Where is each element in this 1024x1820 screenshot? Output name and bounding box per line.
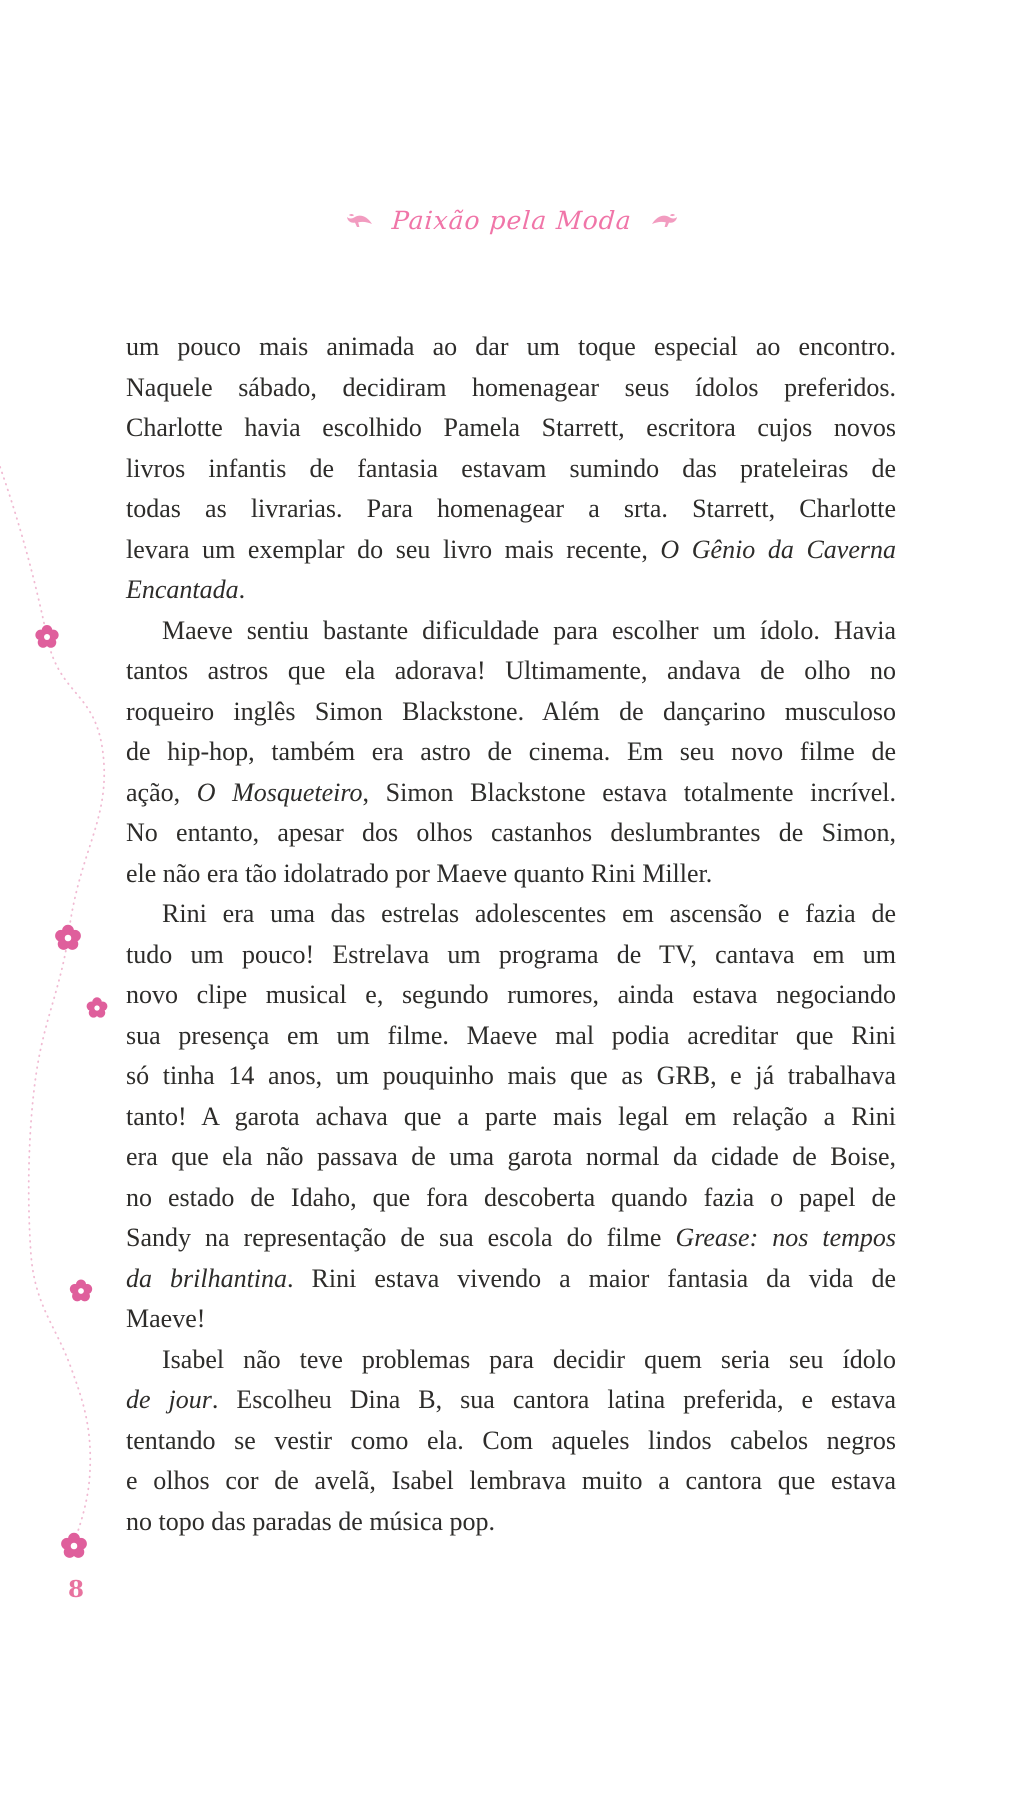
text-line: um pouco mais animada ao dar um toque especial ao encontro. xyxy=(126,332,896,361)
paragraph xyxy=(126,327,896,611)
text-line: todas as livrarias. Para homenagear a srta. Starrett, Charlotte xyxy=(126,494,896,523)
page-number: 8 xyxy=(67,1576,84,1603)
running-title: Paixão pela Moda xyxy=(391,206,633,235)
high-heel-shoe-icon xyxy=(650,213,678,229)
text-line: no topo das paradas de música pop. xyxy=(126,1506,495,1536)
text-line: Naquele sábado, decidiram homenagear seus ídolos preferidos. xyxy=(126,372,896,402)
text-line: e olhos cor de avelã, Isabel lembrava muito a cantora que estava xyxy=(126,1466,896,1495)
text-line: no estado de Idaho, que fora descoberta quando fazia o papel de xyxy=(126,1182,896,1212)
flower-icon xyxy=(85,996,110,1021)
flower-icon xyxy=(68,1278,95,1305)
paragraph xyxy=(126,894,896,1340)
text-line: tanto! A garota achava que a parte mais legal em relação a Rini xyxy=(126,1101,896,1131)
text-line: ele não era tão idolatrado por Maeve quanto Rini Miller. xyxy=(126,858,713,888)
text-line: Maeve! xyxy=(126,1304,206,1333)
text-line: só tinha 14 anos, um pouquinho mais que as GRB, e já trabalhava xyxy=(126,1061,896,1090)
paragraph xyxy=(126,611,896,895)
flower-icon xyxy=(53,923,84,954)
text-line: tudo um pouco! Estrelava um programa de TV, cantava em um xyxy=(126,939,896,969)
flower-icon xyxy=(33,623,61,651)
text-line: Rini era uma das estrelas adolescentes em ascensão e fazia de xyxy=(162,899,896,928)
text-line: tantos astros que ela adorava! Ultimamente, andava de olho no xyxy=(126,656,896,685)
text-line: novo clipe musical e, segundo rumores, ainda estava negociando xyxy=(126,980,896,1009)
text-line: Maeve sentiu bastante dificuldade para escolher um ídolo. Havia xyxy=(162,615,896,645)
text-line: Charlotte havia escolhido Pamela Starrett, escritora cujos novos xyxy=(126,413,896,442)
text-line: Encantada. xyxy=(126,575,246,604)
body-text xyxy=(126,327,896,1542)
text-line: de hip-hop, também era astro de cinema. Em seu novo filme de xyxy=(126,737,896,766)
text-line: sua presença em um filme. Maeve mal podia acreditar que Rini xyxy=(126,1020,896,1050)
text-line: Isabel não teve problemas para decidir quem seria seu ídolo xyxy=(162,1344,896,1374)
text-line: de jour. Escolheu Dina B, sua cantora latina preferida, e estava xyxy=(126,1385,896,1414)
text-line: No entanto, apesar dos olhos castanhos deslumbrantes de Simon, xyxy=(126,818,896,847)
text-line: livros infantis de fantasia estavam sumindo das prateleiras de xyxy=(126,453,896,483)
text-line: levara um exemplar do seu livro mais recente, O Gênio da Caverna xyxy=(126,534,896,564)
text-line: era que ela não passava de uma garota normal da cidade de Boise, xyxy=(126,1142,896,1171)
paragraph xyxy=(126,1340,896,1543)
flower-icon xyxy=(59,1531,90,1562)
text-line: roqueiro inglês Simon Blackstone. Além de dançarino musculoso xyxy=(126,696,896,726)
high-heel-shoe-icon xyxy=(346,213,374,229)
page-header xyxy=(0,206,1024,235)
text-line: tentando se vestir como ela. Com aqueles lindos cabelos negros xyxy=(126,1425,896,1455)
text-line: ação, O Mosqueteiro, Simon Blackstone estava totalmente incrível. xyxy=(126,777,897,807)
text-line: Sandy na representação de sua escola do filme Grease: nos tempos xyxy=(126,1223,897,1252)
dotted-vine-decoration xyxy=(0,430,130,1570)
text-line: da brilhantina. Rini estava vivendo a maior fantasia da vida de xyxy=(126,1263,897,1293)
